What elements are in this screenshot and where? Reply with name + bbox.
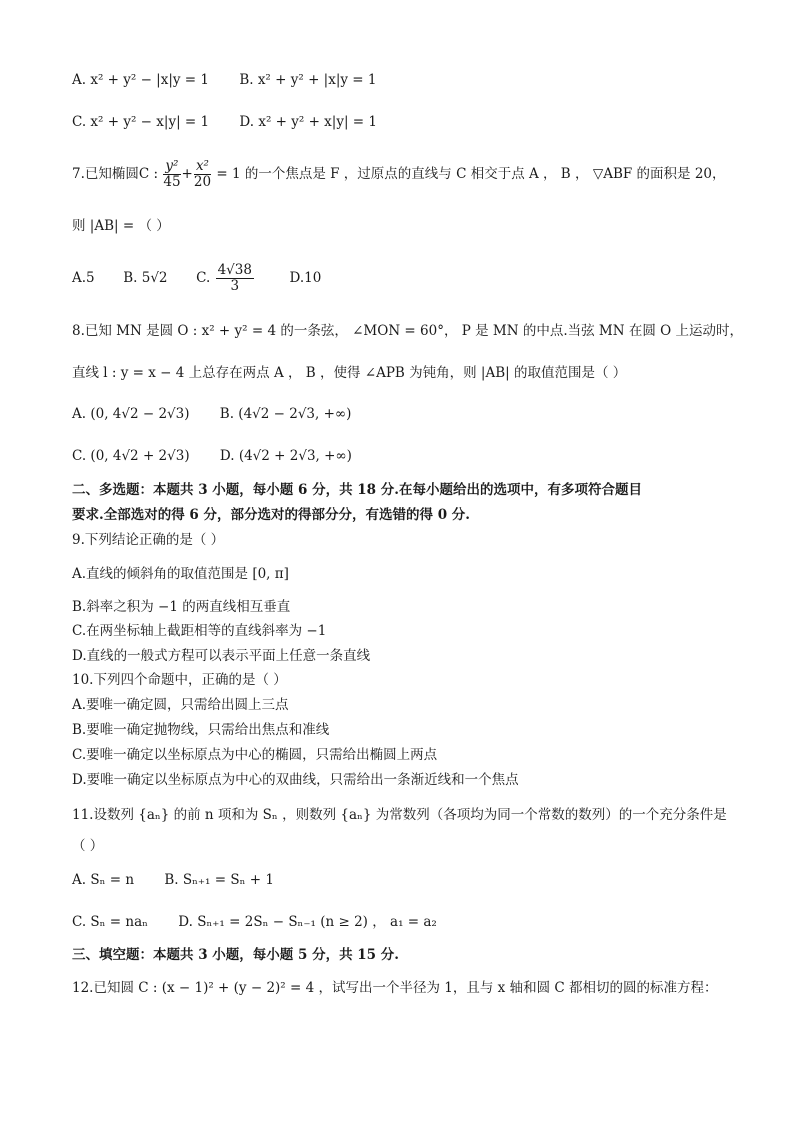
q11-options-row1 (72, 870, 274, 890)
q7-option-c-fraction (216, 263, 254, 294)
q7-stem-line1 (72, 158, 726, 190)
q7-plus: + (181, 166, 193, 182)
q11-stem-line2: （ ） (72, 838, 104, 854)
q7-options (72, 262, 321, 294)
q8-option-a: A. (0, 4√2 − 2√3) (72, 406, 190, 422)
q11-option-a: A. Sₙ = n (72, 872, 135, 888)
q7-option-c-denominator: 3 (230, 278, 240, 294)
q7-fraction-y-denominator: 45 (163, 174, 181, 190)
q7-stem-line2: 则 |AB| = （ ） (72, 218, 170, 234)
q9-option-a: A.直线的倾斜角的取值范围是 [0, π] (72, 566, 289, 582)
section2-heading-line1: 二、多选题：本题共 3 小题，每小题 6 分，共 18 分.在每小题给出的选项中，有多项符合题目 (72, 482, 642, 498)
q11-option-c: C. Sₙ = naₙ (72, 914, 148, 930)
q9-option-d: D.直线的一般式方程可以表示平面上任意一条直线 (72, 648, 371, 664)
q7-stem-post: = 1 的一个焦点是 F ，过原点的直线与 C 相交于点 A ， B ， ▽ABF 的面积是 20， (216, 166, 726, 182)
q6-option-d: D. x² + y² + x|y| = 1 (239, 114, 378, 130)
q10-option-c: C.要唯一确定以坐标原点为中心的椭圆，只需给出椭圆上两点 (72, 747, 438, 763)
q6-option-c: C. x² + y² − x|y| = 1 (72, 114, 210, 130)
q10-stem: 10.下列四个命题中，正确的是（ ） (72, 672, 287, 688)
q10-option-a: A.要唯一确定圆，只需给出圆上三点 (72, 697, 289, 713)
q11-stem-line1: 11.设数列 {aₙ} 的前 n 项和为 Sₙ ，则数列 {aₙ} 为常数列（各项均为同一个常数的数列）的一个充分条件是 (72, 807, 727, 823)
q12-stem: 12.已知圆 C : (x − 1)² + (y − 2)² = 4 ，试写出一个半径为 1，且与 x 轴和圆 C 都相切的圆的标准方程： (72, 980, 718, 996)
q9-stem: 9.下列结论正确的是（ ） (72, 532, 225, 548)
q7-option-c-label: C. (196, 270, 211, 286)
q7-stem-pre: 7.已知椭圆C : (72, 166, 159, 182)
section3-heading: 三、填空题：本题共 3 小题，每小题 5 分，共 15 分. (72, 947, 399, 963)
q6-option-b: B. x² + y² + |x|y = 1 (239, 72, 377, 88)
q7-fraction-x-denominator: 20 (193, 174, 212, 190)
q7-option-c-numerator: 4√38 (217, 262, 252, 278)
q6-option-a: A. x² + y² − |x|y = 1 (72, 72, 210, 88)
q9-option-c: C.在两坐标轴上截距相等的直线斜率为 −1 (72, 623, 327, 639)
q7-option-a: A.5 (72, 270, 95, 286)
q7-fraction-x-numerator: x² (194, 159, 211, 175)
q8-options-row2 (72, 446, 352, 466)
q11-options-row2 (72, 912, 437, 932)
q6-options-row2 (72, 112, 377, 132)
q7-option-d: D.10 (289, 270, 322, 286)
q6-options-row1 (72, 70, 377, 90)
q8-option-b: B. (4√2 − 2√3, +∞) (219, 406, 352, 422)
q8-option-c: C. (0, 4√2 + 2√3) (72, 448, 190, 464)
q7-fraction-y (163, 159, 180, 190)
q9-option-b: B.斜率之积为 −1 的两直线相互垂直 (72, 599, 291, 615)
q7-fraction-y-numerator: y² (163, 159, 180, 175)
q8-options-row1 (72, 404, 351, 424)
q8-stem-line1: 8.已知 MN 是圆 O : x² + y² = 4 的一条弦， ∠MON = 60°， P 是 MN 的中点.当弦 MN 在圆 O 上运动时， (72, 323, 743, 339)
q11-option-b: B. Sₙ₊₁ = Sₙ + 1 (164, 872, 274, 888)
q8-stem-line2: 直线 l : y = x − 4 上总存在两点 A ， B ，使得 ∠APB 为钝角，则 |AB| 的取值范围是（ ） (72, 365, 627, 381)
q7-fraction-x (194, 159, 211, 190)
q7-option-b: B. 5√2 (123, 270, 168, 286)
q8-option-d: D. (4√2 + 2√3, +∞) (219, 448, 352, 464)
q11-option-d: D. Sₙ₊₁ = 2Sₙ − Sₙ₋₁ (n ≥ 2) ， a₁ = a₂ (178, 914, 437, 930)
q10-option-b: B.要唯一确定抛物线，只需给出焦点和准线 (72, 722, 330, 738)
q10-option-d: D.要唯一确定以坐标原点为中心的双曲线，只需给出一条渐近线和一个焦点 (72, 772, 519, 788)
section2-heading-line2: 要求.全部选对的得 6 分，部分选对的得部分分，有选错的得 0 分. (72, 507, 470, 523)
